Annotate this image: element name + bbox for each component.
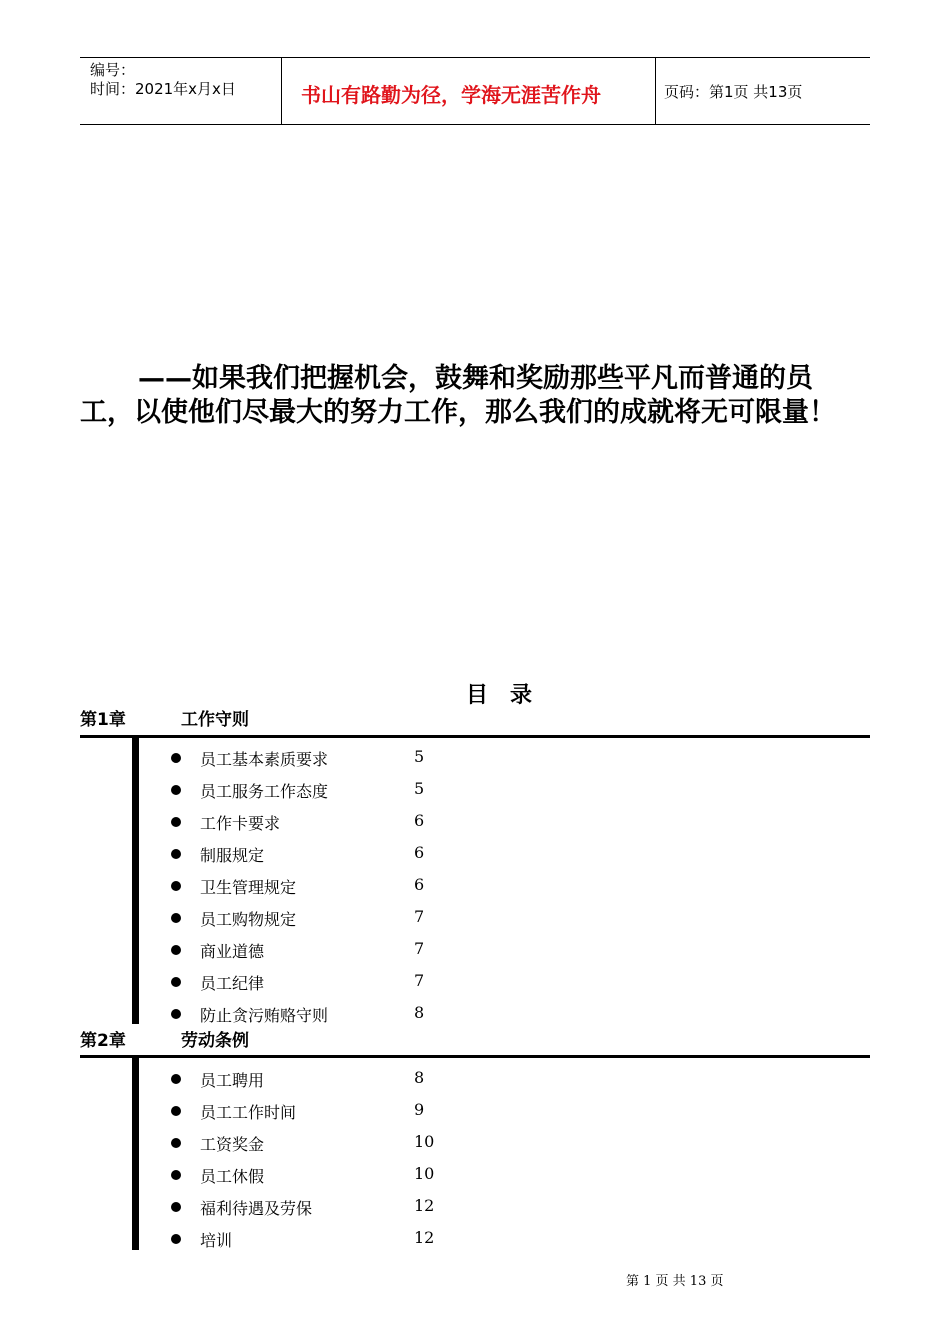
toc-item[interactable] bbox=[0, 774, 425, 806]
chapter-number: 第1章 bbox=[80, 710, 126, 730]
toc-item[interactable] bbox=[0, 902, 425, 934]
header-bottom-border bbox=[80, 124, 870, 125]
toc-item[interactable] bbox=[0, 742, 425, 774]
toc-item-page: 7 bbox=[414, 907, 425, 926]
header-divider-left bbox=[281, 57, 282, 125]
toc-item-page: 6 bbox=[414, 843, 425, 862]
bullet-icon bbox=[171, 913, 181, 923]
toc-item-label: 培训 bbox=[200, 1231, 233, 1250]
page-footer: 第 1 页 共 13 页 bbox=[626, 1274, 724, 1289]
chapter-title: 劳动条例 bbox=[181, 1031, 249, 1051]
bullet-icon bbox=[171, 1106, 181, 1116]
toc-item-page: 8 bbox=[414, 1003, 425, 1022]
toc-item[interactable] bbox=[0, 806, 425, 838]
bullet-icon bbox=[171, 1138, 181, 1148]
toc-item-label: 防止贪污贿赂守则 bbox=[200, 1006, 329, 1025]
toc-item-label: 员工工作时间 bbox=[200, 1103, 297, 1122]
slogan-line-1: ——如果我们把握机会，鼓舞和奖励那些平凡而普通的员 bbox=[138, 363, 813, 394]
toc-item-label: 福利待遇及劳保 bbox=[200, 1199, 313, 1218]
toc-item-label: 员工纪律 bbox=[200, 974, 265, 993]
toc-item-label: 工资奖金 bbox=[200, 1135, 265, 1154]
toc-item-page: 12 bbox=[414, 1228, 435, 1247]
toc-item-label: 员工聘用 bbox=[200, 1071, 265, 1090]
toc-item[interactable] bbox=[0, 1191, 435, 1223]
toc-item-page: 12 bbox=[414, 1196, 435, 1215]
toc-item-page: 5 bbox=[414, 747, 425, 766]
bullet-icon bbox=[171, 849, 181, 859]
toc-item-page: 10 bbox=[414, 1132, 435, 1151]
toc-item-label: 员工休假 bbox=[200, 1167, 265, 1186]
chapter-rule bbox=[80, 735, 870, 738]
header-divider-right bbox=[655, 57, 656, 125]
toc-item-page: 7 bbox=[414, 971, 425, 990]
chapter-title: 工作守则 bbox=[181, 710, 249, 730]
header-time-label: 时间：2021年x月x日 bbox=[90, 80, 236, 98]
bullet-icon bbox=[171, 881, 181, 891]
header-top-border bbox=[80, 57, 870, 58]
toc-item-label: 工作卡要求 bbox=[200, 814, 281, 833]
toc-item[interactable] bbox=[0, 1095, 425, 1127]
toc-item[interactable] bbox=[0, 966, 425, 998]
bullet-icon bbox=[171, 753, 181, 763]
toc-item-label: 员工基本素质要求 bbox=[200, 750, 329, 769]
toc-item[interactable] bbox=[0, 1223, 435, 1255]
toc-item[interactable] bbox=[0, 934, 425, 966]
chapter-rule bbox=[80, 1055, 870, 1058]
slogan-line-2: 工，以使他们尽最大的努力工作，那么我们的成就将无可限量！ bbox=[80, 397, 836, 428]
bullet-icon bbox=[171, 1074, 181, 1084]
toc-item-page: 6 bbox=[414, 811, 425, 830]
toc-item-label: 卫生管理规定 bbox=[200, 878, 297, 897]
bullet-icon bbox=[171, 1234, 181, 1244]
toc-item[interactable] bbox=[0, 1127, 435, 1159]
toc-title: 目 录 bbox=[466, 683, 533, 708]
bullet-icon bbox=[171, 1170, 181, 1180]
toc-item[interactable] bbox=[0, 870, 425, 902]
toc-item-label: 员工服务工作态度 bbox=[200, 782, 329, 801]
toc-item-label: 制服规定 bbox=[200, 846, 265, 865]
toc-item-label: 商业道德 bbox=[200, 942, 265, 961]
toc-item[interactable] bbox=[0, 1159, 435, 1191]
toc-item-page: 10 bbox=[414, 1164, 435, 1183]
header-page-info: 页码：第1页 共13页 bbox=[664, 83, 803, 101]
bullet-icon bbox=[171, 817, 181, 827]
toc-item-page: 6 bbox=[414, 875, 425, 894]
bullet-icon bbox=[171, 785, 181, 795]
header-motto: 书山有路勤为径，学海无涯苦作舟 bbox=[301, 83, 601, 107]
bullet-icon bbox=[171, 945, 181, 955]
chapter-number: 第2章 bbox=[80, 1031, 126, 1051]
toc-item-page: 7 bbox=[414, 939, 425, 958]
toc-item-page: 8 bbox=[414, 1068, 425, 1087]
bullet-icon bbox=[171, 1202, 181, 1212]
header-number-label: 编号： bbox=[90, 61, 136, 79]
toc-item-label: 员工购物规定 bbox=[200, 910, 297, 929]
toc-item[interactable] bbox=[0, 1063, 425, 1095]
bullet-icon bbox=[171, 1009, 181, 1019]
toc-item[interactable] bbox=[0, 838, 425, 870]
bullet-icon bbox=[171, 977, 181, 987]
toc-item-page: 5 bbox=[414, 779, 425, 798]
toc-item-page: 9 bbox=[414, 1100, 425, 1119]
